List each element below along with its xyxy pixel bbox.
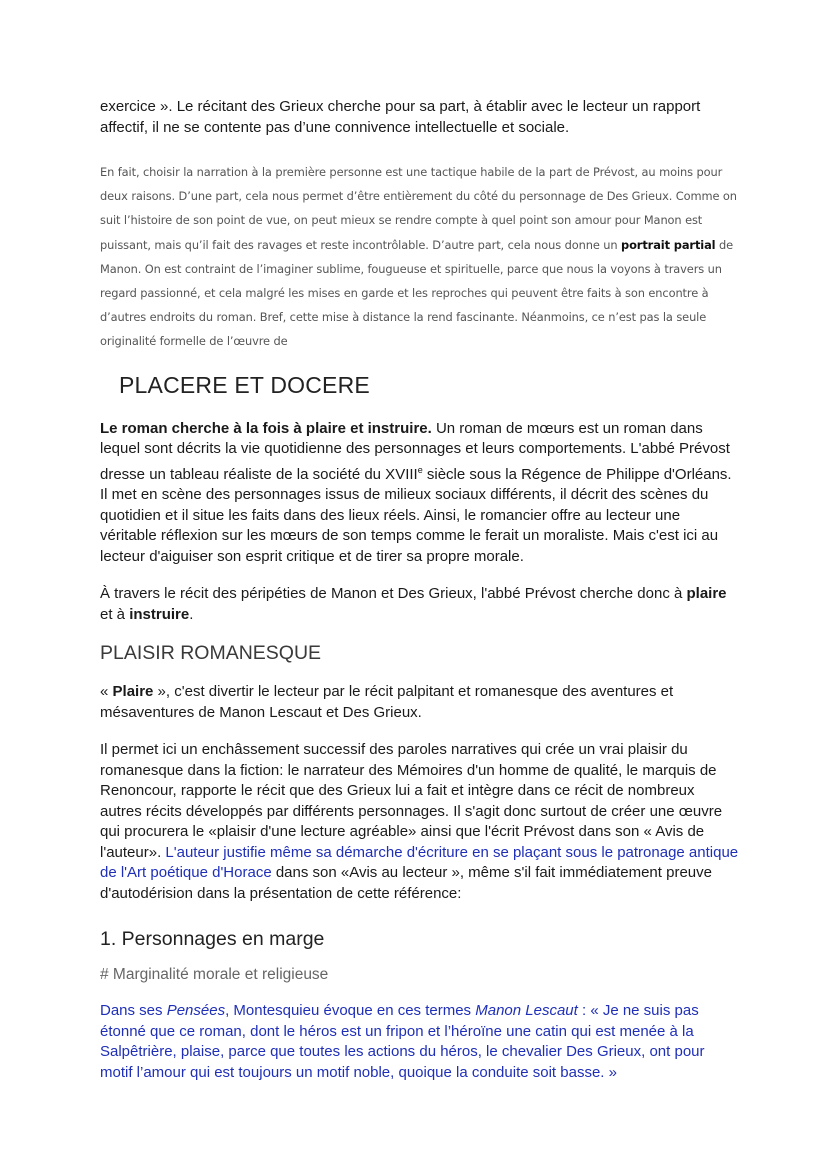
subheading: # Marginalité morale et religieuse — [100, 966, 329, 984]
paragraph-4-text-b: dans son «Avis au lecteur », même s'il fait immédiatement preuve d'autodérision dans la présentation de cette référence: — [100, 864, 712, 902]
document-page — [100, 97, 740, 1083]
montesquieu-quote — [100, 1001, 740, 1083]
section-heading: PLAISIR ROMANESQUE — [100, 642, 322, 665]
quote-italic-pensees: Pensées — [166, 1002, 226, 1020]
paragraph-1-text-a: Un roman de mœurs est un roman dans lequel sont décrits la vie quotidienne des personnages et leurs comportements. L'abbé Prévost dresse un tableau réaliste de la société du XVIII — [100, 419, 730, 483]
quote-text-b: , Montesquieu évoque en ces termes — [225, 1002, 476, 1020]
excerpt-paragraph — [100, 160, 740, 354]
paragraph-plaire-definition — [100, 682, 740, 723]
paragraph-1-bold: Le roman cherche à la fois à plaire et instruire. — [100, 419, 432, 437]
paragraph-3-text-a: « — [100, 683, 113, 701]
paragraph-conclusion — [100, 584, 740, 625]
paragraph-3-bold: Plaire — [112, 683, 154, 701]
quote-italic-manon: Manon Lescaut — [475, 1002, 578, 1020]
intro-paragraph — [100, 97, 740, 138]
paragraph-enchassement — [100, 740, 740, 904]
excerpt-text-1: En fait, choisir la narration à la première personne est une tactique habile de la part de Prévost, au moins pour deux raisons. D’une part, cela nous permet d’être entièrement du côté du personnage de Des Grieux. Comme on suit l’histoire de son point de vue, on peut mieux se rendre compte à quel point son amour pour Manon est puissant, mais qu’il fait des ravages et reste incontrôlable. D’autre part, cela nous donne un — [100, 165, 737, 252]
paragraph-1-text-b: siècle sous la Régence de Philippe d'Orléans. Il met en scène des personnages issus de milieux sociaux différents, il décrit des scènes du quotidien et il situe les faits dans des lieux réels. Ainsi, le romancier offre au lecteur une véritable réflexion sur les mœurs de son temps comme le ferait un moraliste. Mais c'est ici au lecteur d'aiguiser son esprit critique et de tirer sa propre morale. — [100, 465, 732, 565]
quote-text-a: Dans ses — [100, 1002, 167, 1020]
intro-text: exercice ». Le récitant des Grieux cherche pour sa part, à établir avec le lecteur un rapport affectif, il ne se contente pas d’une connivence intellectuelle et sociale. — [100, 98, 701, 136]
quote-text-c: : « Je ne suis pas étonné que ce roman, dont le héros est un fripon et l’héroïne une catin qui est menée à la Salpêtrière, plaise, parce que toutes les actions du héros, le chevalier Des Grieux, ont pour motif l’amour qui est toujours un motif noble, quoique la conduite soit basse. » — [100, 1002, 705, 1081]
horace-link-text: L'auteur justifie même sa démarche d'écriture en se plaçant sous le patronage antique de l'Art poétique d'Horace — [100, 843, 739, 882]
paragraph-2-text-c: . — [189, 605, 194, 623]
paragraph-3-text-b: », c'est divertir le lecteur par le récit palpitant et romanesque des aventures et mésaventures de Manon Lescaut et Des Grieux. — [100, 683, 674, 721]
superscript-e: e — [417, 464, 423, 475]
main-heading: PLACERE ET DOCERE — [119, 371, 370, 398]
paragraph-2-bold-a: plaire — [686, 585, 727, 603]
numbered-heading: 1. Personnages en marge — [100, 928, 325, 951]
paragraph-plaire-instruire — [100, 419, 740, 568]
excerpt-bold: portrait partial — [621, 237, 716, 252]
excerpt-text-2: de Manon. On est contraint de l’imaginer sublime, fougueuse et spirituelle, parce que nous la voyons à travers un regard passionné, et cela malgré les mises en garde et les reproches qui peuvent être faits à son encontre à d’autres endroits du roman. Bref, cette mise à distance la rend fascinante. Néanmoins, ce n’est pas la seule originalité formelle de l’œuvre de — [100, 237, 734, 349]
paragraph-2-bold-b: instruire — [129, 605, 190, 623]
paragraph-2-text-b: et à — [100, 605, 130, 623]
paragraph-2-text-a: À travers le récit des péripéties de Manon et Des Grieux, l'abbé Prévost cherche donc à — [100, 585, 687, 603]
paragraph-4-text-a: Il permet ici un enchâssement successif des paroles narratives qui crée un vrai plaisir du romanesque dans la fiction: le narrateur des Mémoires d'un homme de qualité, le marquis de Renoncour, rapporte le récit que des Grieux lui a fait et intègre dans ce récit de nombreux autres récits développés par différents personnages. Il s'agit donc surtout de créer une œuvre qui procurera le «plaisir d'une lecture agréable» ainsi que l'écrit Prévost dans son « Avis de l'auteur». — [100, 741, 723, 861]
